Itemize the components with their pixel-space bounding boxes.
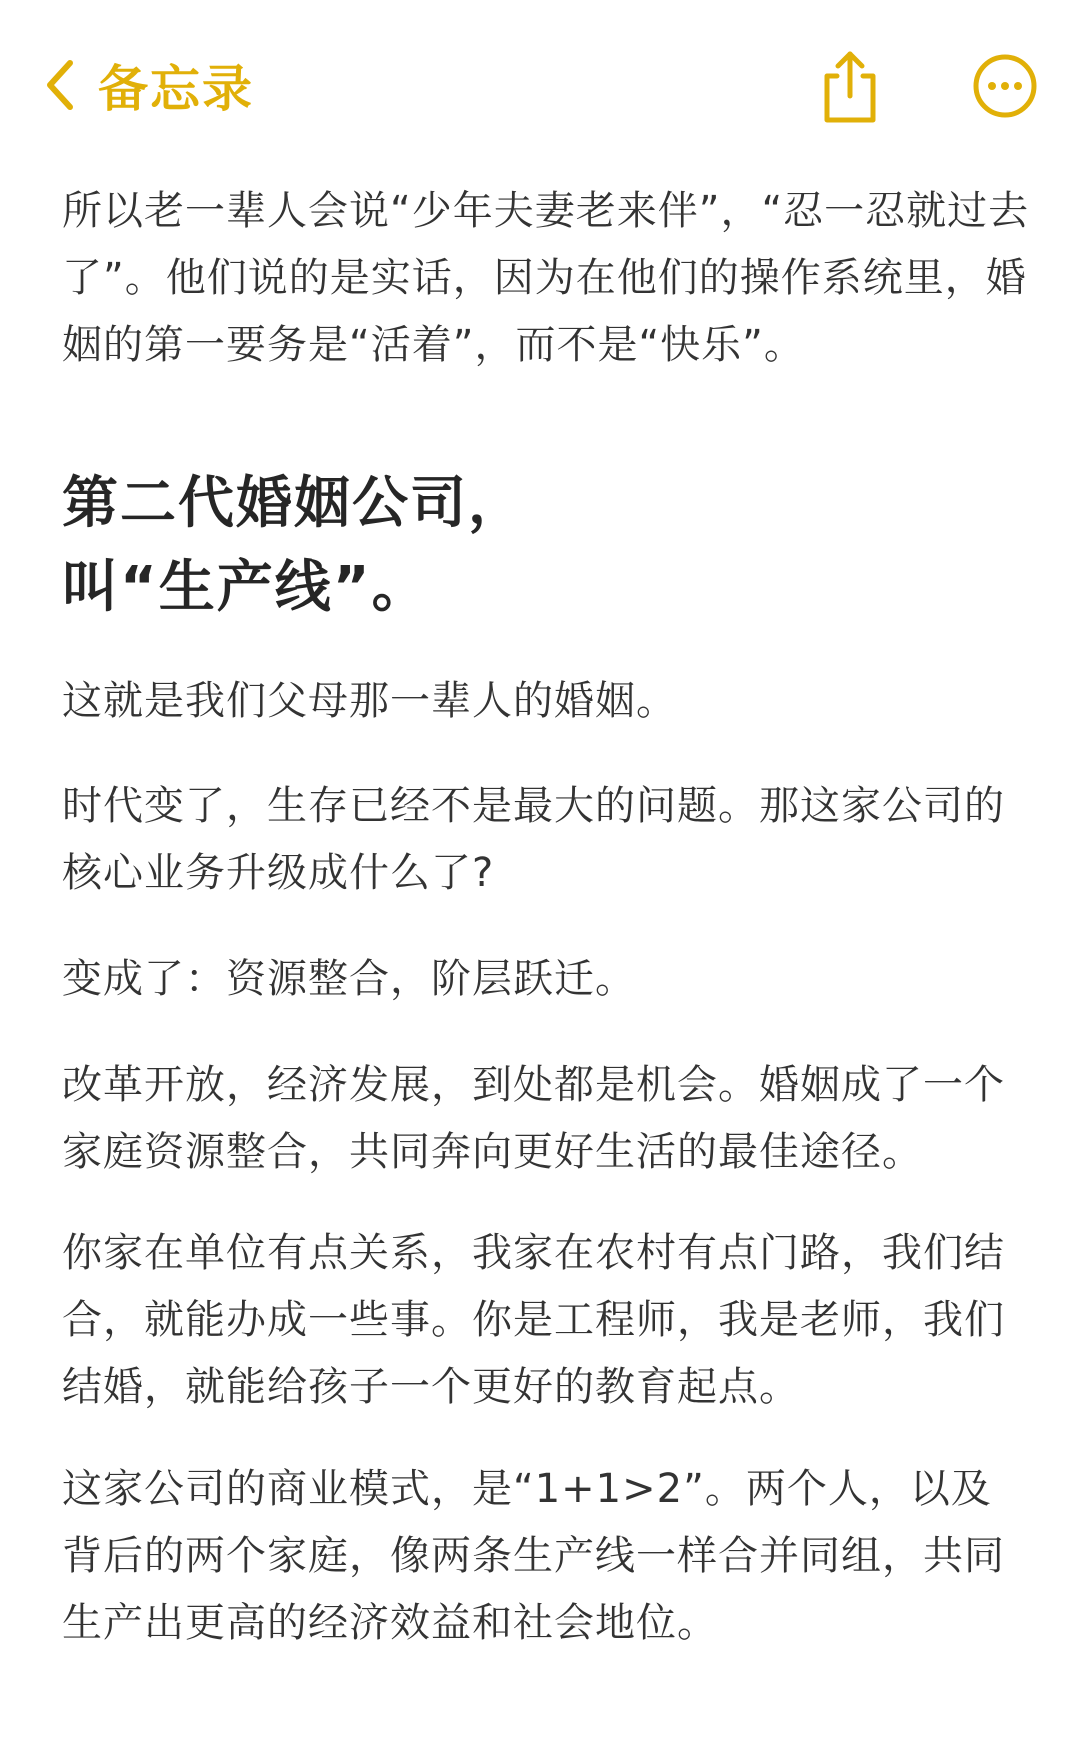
paragraph-1: 所以老一辈人会说“少年夫妻老来伴”，“忍一忍就过去了”。他们说的是实话，因为在他们的操作系统里，婚姻的第一要务是“活着”，而不是“快乐”。 bbox=[62, 188, 1030, 368]
share-button[interactable] bbox=[800, 36, 900, 136]
back-label: 备忘录 bbox=[98, 60, 254, 118]
navigation-bar bbox=[0, 0, 1080, 165]
paragraph-4: 变成了：资源整合，阶层跃迁。 bbox=[62, 956, 636, 1002]
chevron-left-icon bbox=[40, 55, 80, 115]
section-heading: 第二代婚姻公司， 叫“生产线”。 bbox=[62, 471, 526, 620]
paragraph-6: 你家在单位有点关系，我家在农村有点门路，我们结合，就能办成一些事。你是工程师，我是老师，我们结婚，就能给孩子一个更好的教育起点。 bbox=[62, 1230, 1005, 1410]
more-button[interactable] bbox=[955, 36, 1055, 136]
paragraph-3: 时代变了，生存已经不是最大的问题。那这家公司的核心业务升级成什么了? bbox=[62, 783, 1005, 896]
more-ellipsis-icon bbox=[970, 51, 1040, 121]
share-icon bbox=[815, 46, 885, 126]
paragraph-7: 这家公司的商业模式，是“1+1>2”。两个人，以及背后的两个家庭，像两条生产线一样合并同组，共同生产出更高的经济效益和社会地位。 bbox=[62, 1466, 1005, 1646]
paragraph-5: 改革开放，经济发展，到处都是机会。婚姻成了一个家庭资源整合，共同奔向更好生活的最佳途径。 bbox=[62, 1062, 1005, 1175]
paragraph-2: 这就是我们父母那一辈人的婚姻。 bbox=[62, 678, 677, 724]
back-button[interactable] bbox=[40, 48, 254, 122]
